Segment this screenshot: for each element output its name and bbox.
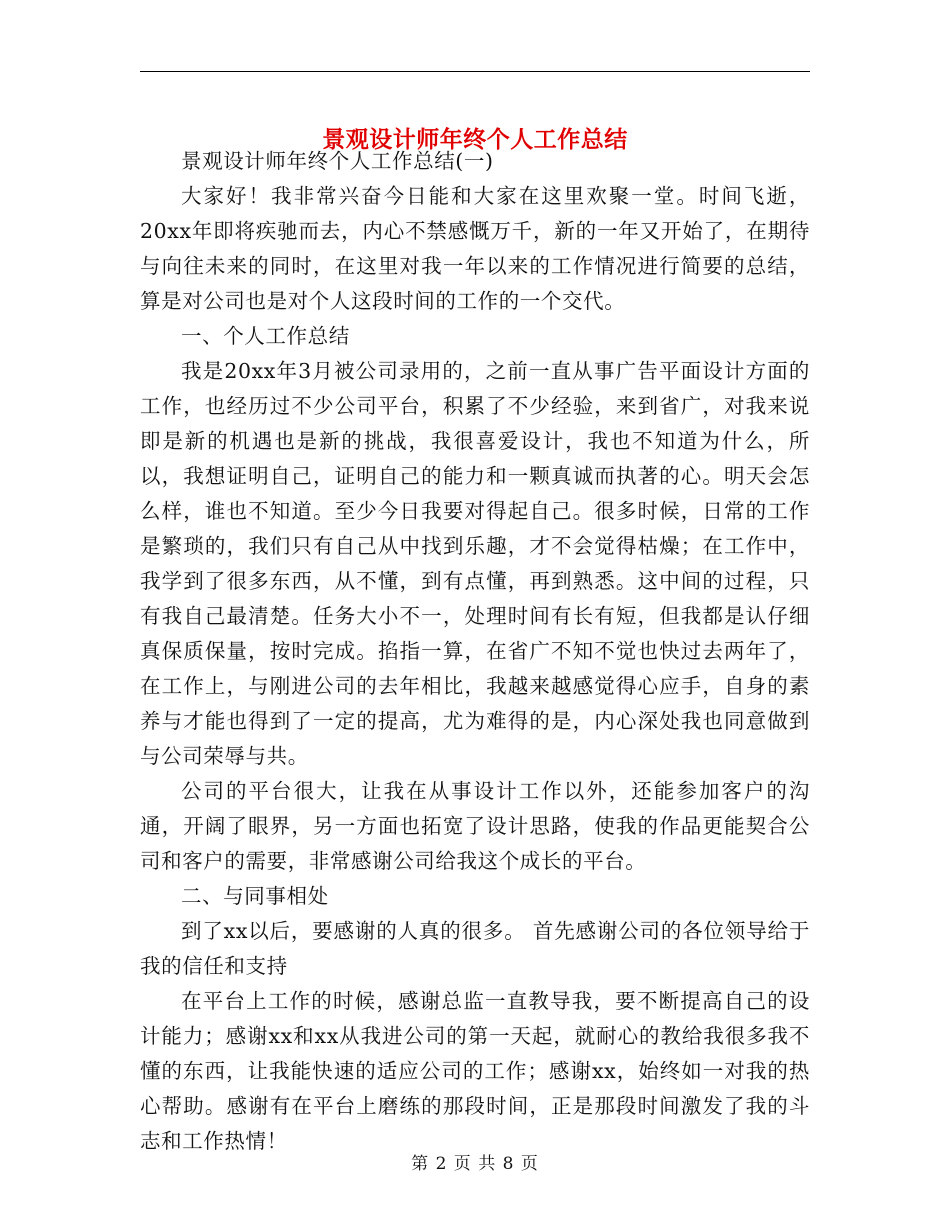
thanks-colleagues-paragraph: 在平台上工作的时候，感谢总监一直教导我，要不断提高自己的设计能力；感谢xx和xx从我进公司的第一天起，就耐心的教给我很多我不懂的东西，让我能快速的适应公司的工作；感谢xx，始终如一对我的热心帮助。感谢有在平台上磨练的那段时间，正是那段时间激发了我的斗志和工作热情！	[140, 989, 810, 1153]
section-heading-personal-summary: 一、个人工作总结	[181, 324, 350, 348]
intro-paragraph: 大家好！我非常兴奋今日能和大家在这里欢聚一堂。时间飞逝，20xx年即将疾驰而去，内心不禁感慨万千，新的一年又开始了，在期待与向往未来的同时，在这里对我一年以来的工作情况进行简要的总结，算是对公司也是对个人这段时间的工作的一个交代。	[140, 184, 810, 313]
document-body	[140, 144, 810, 1159]
header-rule	[140, 71, 810, 72]
subtitle-paragraph: 景观设计师年终个人工作总结(一)	[181, 149, 494, 173]
document-title: 景观设计师年终个人工作总结	[322, 126, 628, 154]
section-heading-colleagues: 二、与同事相处	[181, 884, 329, 908]
platform-paragraph: 公司的平台很大，让我在从事设计工作以外，还能参加客户的沟通，开阔了眼界，另一方面也拓宽了设计思路，使我的作品更能契合公司和客户的需要，非常感谢公司给我这个成长的平台。	[140, 779, 810, 873]
page-number-footer: 第 2 页 共 8 页	[411, 1154, 539, 1174]
personal-summary-paragraph: 我是20xx年3月被公司录用的，之前一直从事广告平面设计方面的工作，也经历过不少公司平台，积累了不少经验，来到省广，对我来说即是新的机遇也是新的挑战，我很喜爱设计，我也不知道为什么，所以，我想证明自己，证明自己的能力和一颗真诚而执著的心。明天会怎么样，谁也不知道。至少今日我要对得起自己。很多时候，日常的工作是繁琐的，我们只有自己从中找到乐趣，才不会觉得枯燥；在工作中，我学到了很多东西，从不懂，到有点懂，再到熟悉。这中间的过程，只有我自己最清楚。任务大小不一，处理时间有长有短，但我都是认仔细真保质保量，按时完成。掐指一算，在省广不知不觉也快过去两年了，在工作上，与刚进公司的去年相比，我越来越感觉得心应手，自身的素养与才能也得到了一定的提高，尤为难得的是，内心深处我也同意做到与公司荣辱与共。	[140, 359, 810, 768]
thanks-leaders-paragraph: 到了xx以后，要感谢的人真的很多。 首先感谢公司的各位领导给于我的信任和支持	[140, 919, 810, 978]
